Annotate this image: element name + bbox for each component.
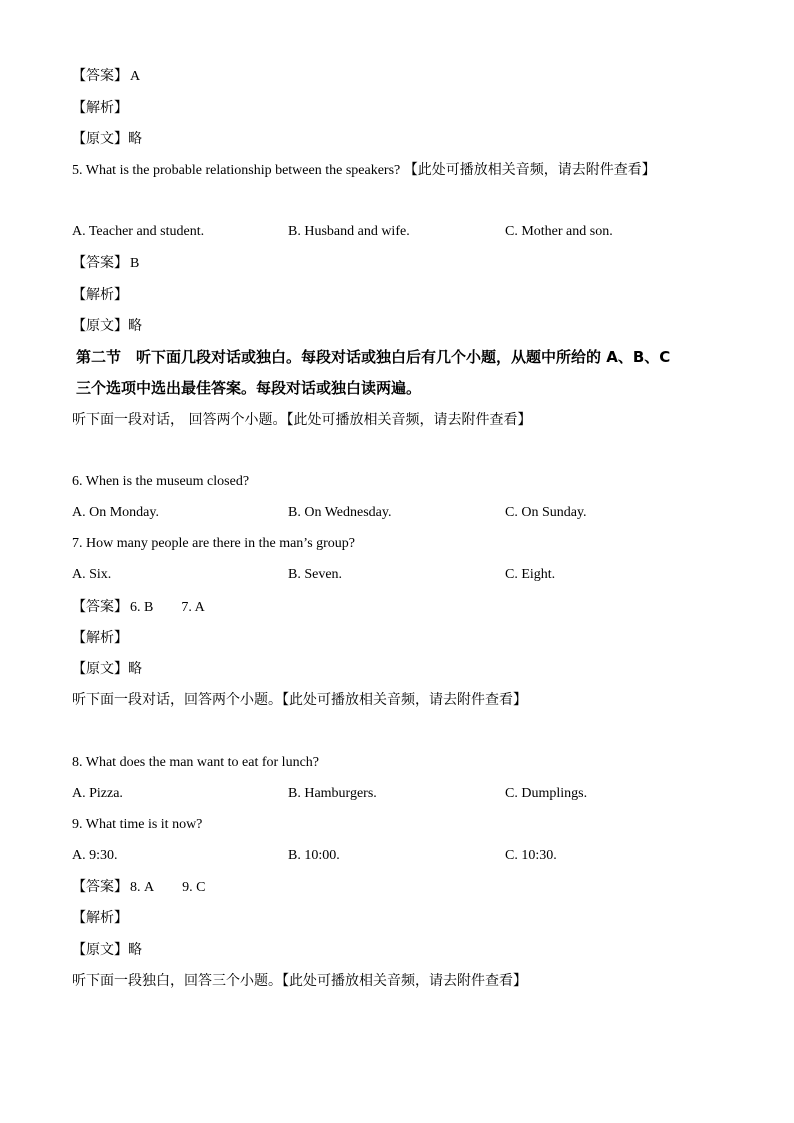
original-line-q6-q7 bbox=[72, 660, 142, 679]
answer-value: A bbox=[130, 69, 141, 84]
section-heading-line2: 三个选项中选出最佳答案。每段对话或独白读两遍。 bbox=[76, 379, 422, 397]
answer-line-q8-q9 bbox=[72, 878, 205, 897]
original-label: 【原文】 bbox=[72, 131, 128, 147]
option-c-q7: C. Eight. bbox=[505, 567, 556, 582]
original-value: 略 bbox=[128, 661, 142, 677]
question-q6: 6. When is the museum closed? bbox=[72, 474, 250, 489]
answer-value-q9: 9. C bbox=[182, 880, 206, 895]
dialog2-intro: 听下面一段对话，回答两个小题。【此处可播放相关音频，请去附件查看】 bbox=[72, 692, 527, 708]
question-q9: 9. What time is it now? bbox=[72, 817, 203, 832]
option-a-q8: A. Pizza. bbox=[72, 786, 123, 801]
option-a-q6: A. On Monday. bbox=[72, 505, 159, 520]
analysis-label: 【解析】 bbox=[72, 910, 128, 926]
question-q5 bbox=[72, 161, 656, 180]
answer-label: 【答案】 bbox=[72, 255, 128, 271]
question-q8: 8. What does the man want to eat for lunch? bbox=[72, 755, 319, 770]
original-line-q8-q9 bbox=[72, 941, 142, 960]
original-value: 略 bbox=[128, 318, 142, 334]
option-b-q6: B. On Wednesday. bbox=[288, 505, 392, 520]
option-b-q7: B. Seven. bbox=[288, 567, 343, 582]
analysis-label: 【解析】 bbox=[72, 630, 128, 646]
answer-line-q5 bbox=[72, 254, 139, 273]
option-c-q6: C. On Sunday. bbox=[505, 505, 587, 520]
question-text: 5. What is the probable relationship between the speakers? bbox=[72, 163, 401, 178]
original-value: 略 bbox=[128, 942, 142, 958]
answer-value: B bbox=[130, 256, 140, 271]
original-line-q4 bbox=[72, 130, 142, 149]
option-a-q7: A. Six. bbox=[72, 567, 112, 582]
answer-label: 【答案】 bbox=[72, 879, 128, 895]
answer-label: 【答案】 bbox=[72, 599, 128, 615]
analysis-label: 【解析】 bbox=[72, 100, 128, 116]
answer-value-q6: 6. B bbox=[130, 600, 154, 615]
option-c-q8: C. Dumplings. bbox=[505, 786, 588, 801]
original-label: 【原文】 bbox=[72, 942, 128, 958]
analysis-line-q8-q9 bbox=[72, 909, 128, 928]
question-q7: 7. How many people are there in the man’s group? bbox=[72, 536, 356, 551]
analysis-label: 【解析】 bbox=[72, 287, 128, 303]
option-b-q5: B. Husband and wife. bbox=[288, 224, 410, 239]
answer-value-q8: 8. A bbox=[130, 880, 155, 895]
dialog1-intro: 听下面一段对话， 回答两个小题。【此处可播放相关音频，请去附件查看】 bbox=[72, 412, 532, 428]
option-c-q5: C. Mother and son. bbox=[505, 224, 613, 239]
analysis-line-q6-q7 bbox=[72, 629, 128, 648]
answer-line-q4 bbox=[72, 67, 140, 86]
answer-label: 【答案】 bbox=[72, 68, 128, 84]
option-c-q9: C. 10:30. bbox=[505, 848, 557, 863]
original-label: 【原文】 bbox=[72, 661, 128, 677]
analysis-line-q5 bbox=[72, 286, 128, 305]
answer-line-q6-q7 bbox=[72, 598, 205, 617]
original-label: 【原文】 bbox=[72, 318, 128, 334]
section-heading-line1: 第二节 听下面几段对话或独白。每段对话或独白后有几个小题，从题中所给的 A、B、C bbox=[76, 348, 671, 366]
audio-note: 【此处可播放相关音频，请去附件查看】 bbox=[403, 162, 656, 178]
option-b-q8: B. Hamburgers. bbox=[288, 786, 377, 801]
option-a-q5: A. Teacher and student. bbox=[72, 224, 205, 239]
option-b-q9: B. 10:00. bbox=[288, 848, 340, 863]
answer-value-q7: 7. A bbox=[181, 600, 205, 615]
analysis-line-q4 bbox=[72, 99, 128, 118]
option-a-q9: A. 9:30. bbox=[72, 848, 118, 863]
original-line-q5 bbox=[72, 317, 142, 336]
original-value: 略 bbox=[128, 131, 142, 147]
monolog-intro: 听下面一段独白，回答三个小题。【此处可播放相关音频，请去附件查看】 bbox=[72, 973, 527, 989]
